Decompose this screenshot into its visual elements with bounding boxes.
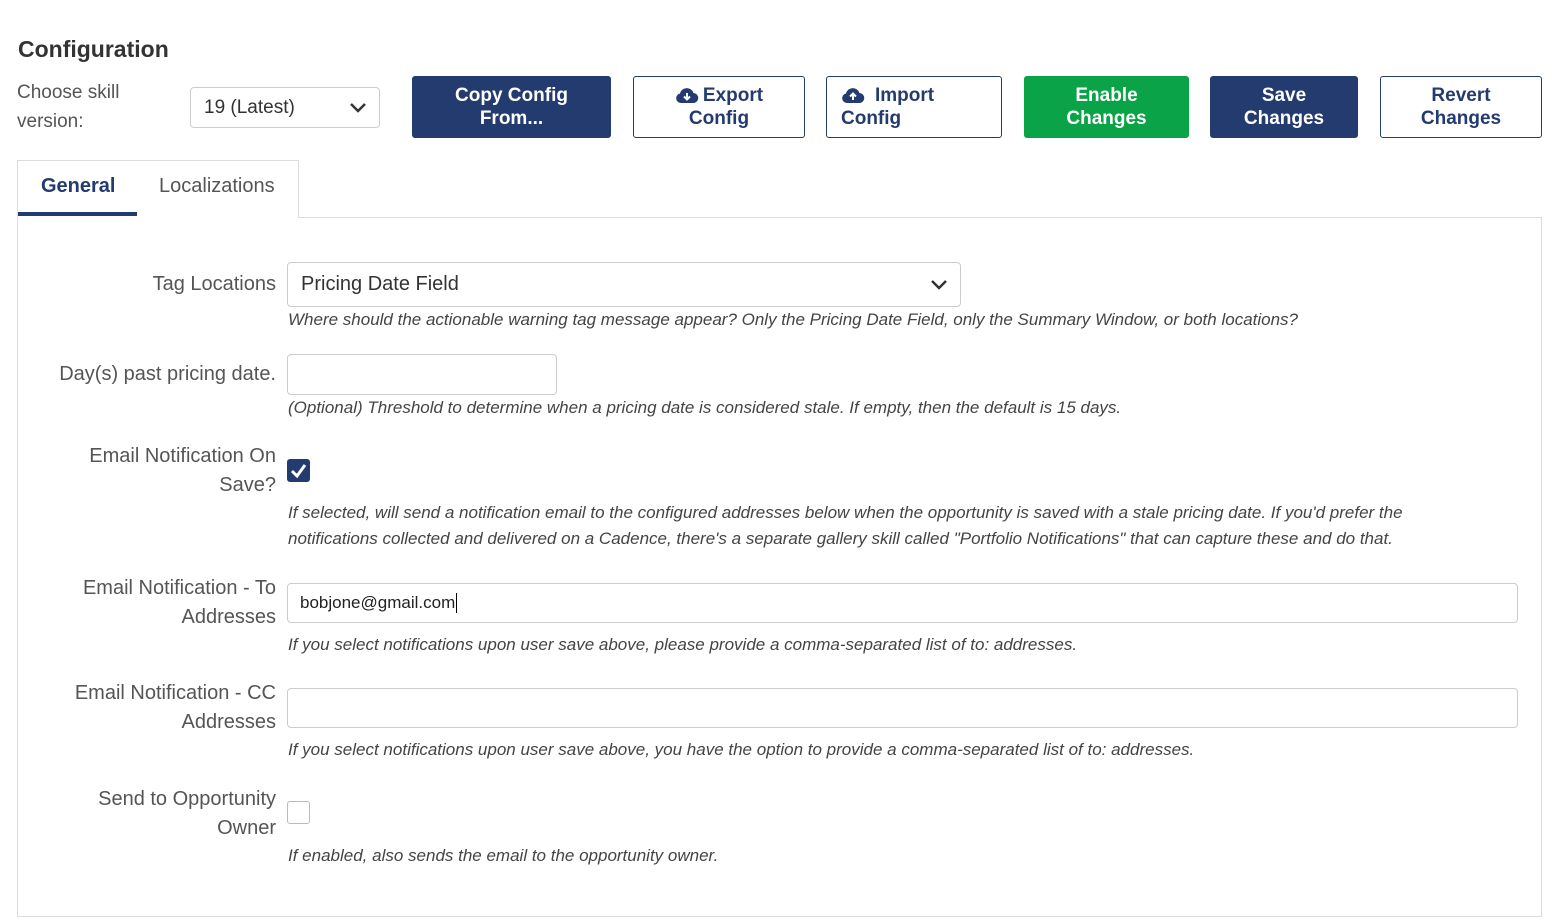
- cc-addresses-label-2: Addresses: [181, 711, 276, 733]
- skill-version-value: 19 (Latest): [204, 96, 295, 118]
- revert-changes-label-1: Revert: [1431, 85, 1491, 106]
- import-config-label-2: Config: [841, 108, 902, 129]
- email-on-save-help-2: notifications collected and delivered on a Cadence, there's a separate gallery skill called "Portfolio Notifications" that can capture these and do that.: [288, 529, 1393, 548]
- send-to-owner-checkbox[interactable]: [287, 801, 310, 824]
- tag-locations-label: Tag Locations: [152, 273, 276, 295]
- import-config-button[interactable]: [826, 76, 1002, 138]
- active-tab-indicator: [18, 212, 137, 216]
- days-past-help: (Optional) Threshold to determine when a pricing date is considered stale. If empty, then the default is 15 days.: [288, 398, 1122, 417]
- tab-general[interactable]: General: [41, 175, 116, 197]
- email-on-save-help-1: If selected, will send a notification email to the configured addresses below when the opportunity is saved with a stale pricing date. If you'd prefer the: [288, 503, 1403, 522]
- send-to-owner-label: [98, 785, 276, 843]
- skill-version-label: Choose skill version:: [17, 82, 120, 132]
- enable-changes-label-1: Enable: [1075, 85, 1138, 106]
- skill-version-select[interactable]: [190, 87, 380, 128]
- checkmark-icon: [287, 459, 310, 482]
- cc-addresses-help: If you select notifications upon user save above, you have the option to provide a comma-separated list of to: addresses.: [288, 740, 1195, 759]
- tag-locations-value: Pricing Date Field: [301, 273, 459, 295]
- enable-changes-label-2: Changes: [1066, 108, 1147, 129]
- days-past-input[interactable]: [287, 354, 557, 395]
- email-on-save-checkbox[interactable]: [287, 459, 310, 482]
- email-on-save-label-2: Save?: [219, 474, 276, 496]
- tag-locations-help: Where should the actionable warning tag message appear? Only the Pricing Date Field, only the Summary Window, or both locations?: [288, 310, 1299, 329]
- tag-locations-select[interactable]: [287, 262, 961, 307]
- cc-addresses-label: [75, 679, 276, 737]
- to-addresses-label: [83, 574, 276, 632]
- email-on-save-help: [288, 500, 1403, 552]
- save-changes-label-1: Save: [1261, 85, 1307, 106]
- to-addresses-label-1: Email Notification - To: [82, 577, 276, 599]
- cloud-upload-icon: [841, 86, 865, 106]
- cc-addresses-label-1: Email Notification - CC: [74, 682, 276, 704]
- export-config-button[interactable]: [633, 76, 805, 138]
- send-to-owner-label-1: Send to Opportunity: [98, 788, 276, 810]
- revert-changes-label-2: Changes: [1420, 108, 1502, 129]
- to-addresses-value: bobjone@gmail.com: [300, 593, 456, 612]
- copy-config-label-1: Copy Config: [455, 85, 568, 106]
- chevron-down-icon: [349, 102, 367, 114]
- cloud-download-icon: [675, 86, 699, 106]
- export-config-label-1: Export: [702, 85, 764, 106]
- save-changes-button[interactable]: [1210, 76, 1358, 138]
- text-cursor: [456, 593, 457, 613]
- to-addresses-help: If you select notifications upon user save above, please provide a comma-separated list of to: addresses.: [288, 635, 1078, 654]
- chevron-down-icon: [930, 279, 948, 291]
- days-past-label: Day(s) past pricing date.: [59, 363, 276, 385]
- save-changes-label-2: Changes: [1243, 108, 1325, 129]
- copy-config-button[interactable]: [412, 76, 611, 138]
- revert-changes-button[interactable]: [1380, 76, 1542, 138]
- copy-config-label-2: From...: [479, 108, 544, 129]
- send-to-owner-label-2: Owner: [217, 817, 276, 839]
- email-on-save-label: [89, 442, 276, 500]
- import-config-label-1: Import: [875, 85, 935, 106]
- to-addresses-input[interactable]: [287, 583, 1518, 623]
- export-config-label-2: Config: [688, 108, 750, 129]
- email-on-save-label-1: Email Notification On: [89, 445, 276, 467]
- page-title: Configuration: [18, 36, 169, 62]
- send-to-owner-help: If enabled, also sends the email to the opportunity owner.: [288, 846, 719, 865]
- tab-localizations[interactable]: Localizations: [159, 175, 275, 197]
- to-addresses-label-2: Addresses: [181, 606, 276, 628]
- cc-addresses-input[interactable]: [287, 688, 1518, 728]
- enable-changes-button[interactable]: [1024, 76, 1189, 138]
